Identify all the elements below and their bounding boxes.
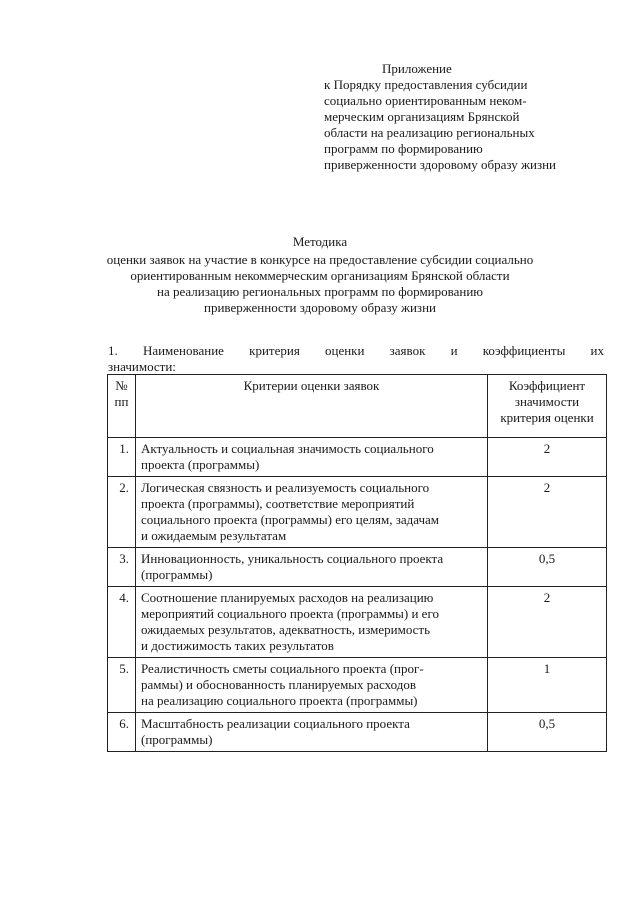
appendix-title: Приложение <box>382 61 452 76</box>
table-row <box>108 658 607 713</box>
appendix-line: социально ориентированным неком- <box>324 93 527 108</box>
row-number: 2. <box>108 477 136 548</box>
criterion-line: проекта (программы), соответствие мероприятий <box>141 496 415 511</box>
row-criterion <box>136 587 488 658</box>
section-heading: 1. Наименование критерия оценки заявок и коэффициенты их <box>108 343 604 358</box>
table-row <box>108 587 607 658</box>
appendix-block <box>324 61 614 173</box>
row-criterion <box>136 477 488 548</box>
row-coefficient: 2 <box>488 587 607 658</box>
header-number-line: пп <box>114 394 129 409</box>
row-coefficient: 2 <box>488 438 607 477</box>
row-criterion <box>136 658 488 713</box>
row-criterion <box>136 713 488 752</box>
row-coefficient: 2 <box>488 477 607 548</box>
header-coefficient-line: значимости <box>514 394 580 409</box>
table-row <box>108 477 607 548</box>
subtitle-line: ориентированным некоммерческим организациям Брянской области <box>130 268 510 283</box>
criterion-line: раммы) и обоснованность планируемых расходов <box>141 677 417 692</box>
table-header-row <box>108 375 607 438</box>
appendix-line: области на реализацию региональных <box>324 125 535 140</box>
appendix-line: приверженности здоровому образу жизни <box>324 157 557 172</box>
header-criteria: Критерии оценки заявок <box>136 375 488 438</box>
table-row <box>108 438 607 477</box>
header-coefficient <box>488 375 607 438</box>
subtitle-line: оценки заявок на участие в конкурсе на предоставление субсидии социально <box>106 252 534 267</box>
criterion-line: (программы) <box>141 567 213 582</box>
criterion-line: и ожидаемым результатам <box>141 528 287 543</box>
section-heading-continued: значимости: <box>108 359 176 374</box>
criterion-line: Инновационность, уникальность социального проекта <box>141 551 444 566</box>
header-number <box>108 375 136 438</box>
row-criterion <box>136 548 488 587</box>
row-criterion <box>136 438 488 477</box>
header-number-line: № <box>115 378 128 393</box>
criterion-line: Соотношение планируемых расходов на реализацию <box>141 590 434 605</box>
criterion-line: и достижимость таких результатов <box>141 638 334 653</box>
criterion-line: социального проекта (программы) его целям, задачам <box>141 512 439 527</box>
header-coefficient-line: критерия оценки <box>500 410 594 425</box>
criterion-line: (программы) <box>141 732 213 747</box>
document-title: Методика <box>292 234 348 249</box>
document-subtitle <box>80 252 560 316</box>
row-number: 3. <box>108 548 136 587</box>
criterion-line: проекта (программы) <box>141 457 260 472</box>
row-number: 1. <box>108 438 136 477</box>
criterion-line: на реализацию социального проекта (программы) <box>141 693 418 708</box>
table-row <box>108 548 607 587</box>
criterion-line: ожидаемых результатов, адекватность, измеримость <box>141 622 431 637</box>
row-coefficient: 0,5 <box>488 713 607 752</box>
subtitle-line: приверженности здоровому образу жизни <box>203 300 436 315</box>
criteria-table <box>107 374 607 752</box>
row-number: 4. <box>108 587 136 658</box>
criterion-line: Актуальность и социальная значимость социального <box>141 441 434 456</box>
appendix-line: мерческим организациям Брянской <box>324 109 520 124</box>
header-coefficient-line: Коэффициент <box>508 378 586 393</box>
row-coefficient: 1 <box>488 658 607 713</box>
row-number: 5. <box>108 658 136 713</box>
criterion-line: мероприятий социального проекта (программы) и его <box>141 606 439 621</box>
table-row <box>108 713 607 752</box>
subtitle-line: на реализацию региональных программ по формированию <box>156 284 483 299</box>
row-coefficient: 0,5 <box>488 548 607 587</box>
appendix-line: к Порядку предоставления субсидии <box>324 77 528 92</box>
row-number: 6. <box>108 713 136 752</box>
criterion-line: Реалистичность сметы социального проекта (прог- <box>141 661 424 676</box>
appendix-line: программ по формированию <box>324 141 483 156</box>
criterion-line: Масштабность реализации социального проекта <box>141 716 410 731</box>
criterion-line: Логическая связность и реализуемость социального <box>141 480 430 495</box>
